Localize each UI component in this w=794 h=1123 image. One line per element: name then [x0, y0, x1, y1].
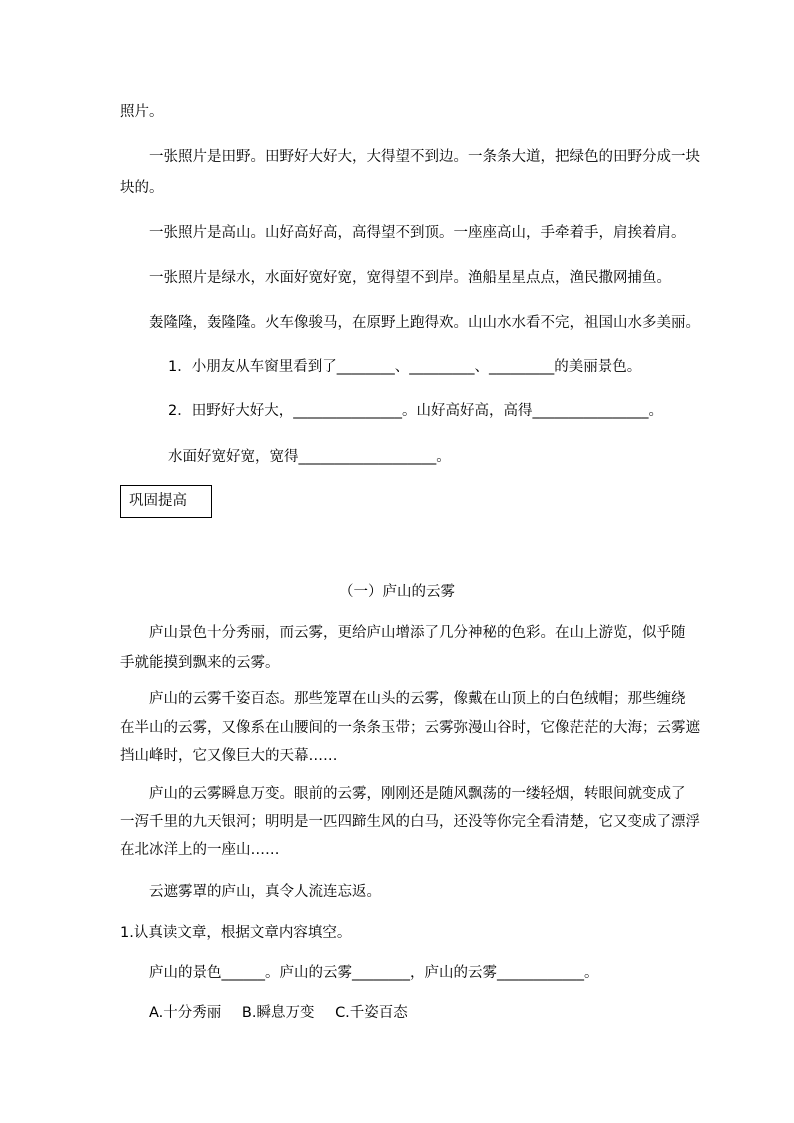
fill-blank-line: 庐山的景色______。庐山的云雾________，庐山的云雾____________。 [149, 965, 599, 981]
paragraph-line: 一张照片是高山。山好高好高，高得望不到顶。一座座高山，手牵着手，肩挨着肩。 [149, 225, 686, 241]
paragraph-line: 轰隆隆，轰隆隆。火车像骏马，在原野上跑得欢。山山水水看不完，祖国山水多美丽。 [149, 315, 700, 331]
option-b: B.瞬息万变 [241, 1005, 315, 1021]
paragraph-line: 庐山的云雾千姿百态。那些笼罩在山头的云雾，像戴在山顶上的白色绒帽；那些缠绕 [149, 691, 686, 707]
paragraph-line: 手就能摸到飘来的云雾。 [120, 655, 280, 671]
option-c: C.千姿百态 [335, 1005, 408, 1021]
paragraph-line: 在半山的云雾，又像系在山腰间的一条条玉带；云雾弥漫山谷时，它像茫茫的大海；云雾遮 [120, 720, 700, 736]
question-line: 1．小朋友从车窗里看到了________、_________、_________的美丽景色。 [168, 359, 642, 375]
paragraph-line: 一泻千里的九天银河；明明是一匹四蹄生风的白马，还没等你完全看清楚，它又变成了漂浮 [120, 814, 700, 830]
paragraph-line: 庐山景色十分秀丽，而云雾，更给庐山增添了几分神秘的色彩。在山上游览，似乎随 [149, 625, 686, 641]
paragraph-line: 在北冰洋上的一座山…… [120, 842, 280, 858]
passage-title: （一）庐山的云雾 [339, 584, 455, 600]
paragraph-line: 挡山峰时，它又像巨大的天幕…… [120, 748, 338, 764]
paragraph-line: 照片。 [120, 104, 164, 120]
paragraph-line: 一张照片是绿水，水面好宽好宽，宽得望不到岸。渔船星星点点，渔民撒网捕鱼。 [149, 270, 671, 286]
option-a: A.十分秀丽 [149, 1005, 222, 1021]
options-line [149, 1003, 408, 1023]
paragraph-line: 块的。 [120, 180, 164, 196]
section-label-box: 巩固提高 [120, 485, 212, 518]
paragraph-line: 云遮雾罩的庐山，真令人流连忘返。 [149, 884, 381, 900]
question-line: 水面好宽好宽，宽得___________________。 [168, 449, 451, 465]
question-line: 1.认真读文章，根据文章内容填空。 [120, 925, 352, 941]
question-line: 2．田野好大好大，_______________。山好高好高，高得________________。 [168, 403, 663, 419]
paragraph-line: 一张照片是田野。田野好大好大，大得望不到边。一条条大道，把绿色的田野分成一块 [149, 149, 700, 165]
paragraph-line: 庐山的云雾瞬息万变。眼前的云雾，刚刚还是随风飘荡的一缕轻烟，转眼间就变成了 [149, 786, 686, 802]
